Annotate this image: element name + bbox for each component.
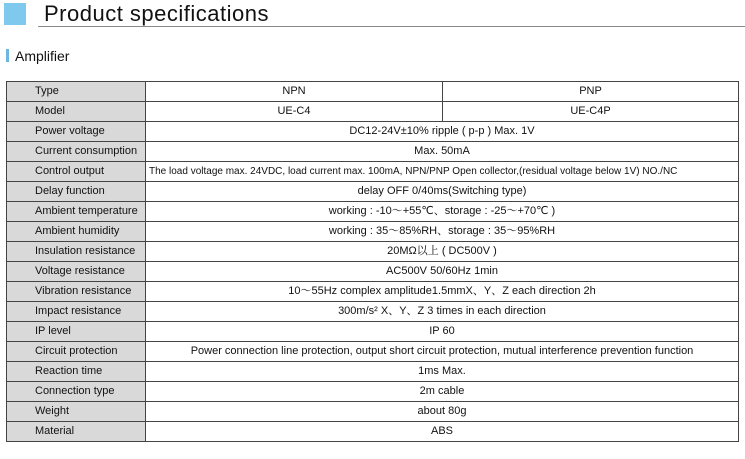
spec-name-cell: Reaction time	[7, 362, 146, 382]
table-row	[7, 422, 739, 442]
section-bar-icon	[6, 49, 9, 62]
spec-name-cell: Connection type	[7, 382, 146, 402]
table-row	[7, 362, 739, 382]
table-row	[7, 282, 739, 302]
spec-pnp-cell: PNP	[443, 82, 739, 102]
spec-value-cell: delay OFF 0/40ms(Switching type)	[146, 182, 739, 202]
spec-npn-cell: NPN	[146, 82, 443, 102]
table-row	[7, 182, 739, 202]
spec-value-cell: working : -10～+55℃、storage : -25～+70℃ )	[146, 202, 739, 222]
spec-name-cell: Model	[7, 102, 146, 122]
spec-value-cell: working : 35～85%RH、storage : 35～95%RH	[146, 222, 739, 242]
table-row	[7, 242, 739, 262]
page-title: Product specifications	[44, 1, 269, 26]
spec-value-cell: 20MΩ以上 ( DC500V )	[146, 242, 739, 262]
spec-value-cell: 2m cable	[146, 382, 739, 402]
spec-name-cell: Power voltage	[7, 122, 146, 142]
spec-value-cell: IP 60	[146, 322, 739, 342]
spec-value-cell: 10～55Hz complex amplitude1.5mmX、Y、Z each direction 2h	[146, 282, 739, 302]
spec-table-body	[7, 82, 739, 442]
table-row	[7, 302, 739, 322]
spec-name-cell: Insulation resistance	[7, 242, 146, 262]
spec-name-cell: Circuit protection	[7, 342, 146, 362]
spec-name-cell: Impact resistance	[7, 302, 146, 322]
spec-name-cell: Vibration resistance	[7, 282, 146, 302]
spec-npn-cell: UE-C4	[146, 102, 443, 122]
table-row	[7, 142, 739, 162]
spec-name-cell: IP level	[7, 322, 146, 342]
section-title: Amplifier	[15, 48, 70, 64]
spec-value-cell: DC12-24V±10% ripple ( p-p ) Max. 1V	[146, 122, 739, 142]
spec-value-cell: 300m/s² X、Y、Z 3 times in each direction	[146, 302, 739, 322]
spec-value-cell: The load voltage max. 24VDC, load current max. 100mA, NPN/PNP Open collector,(residual voltage below 1V) NO./NC	[146, 162, 739, 182]
spec-name-cell: Voltage resistance	[7, 262, 146, 282]
spec-value-cell: about 80g	[146, 402, 739, 422]
spec-name-cell: Type	[7, 82, 146, 102]
table-row	[7, 322, 739, 342]
table-row	[7, 122, 739, 142]
spec-table	[6, 81, 739, 442]
spec-name-cell: Ambient temperature	[7, 202, 146, 222]
table-row	[7, 222, 739, 242]
spec-value-cell: AC500V 50/60Hz 1min	[146, 262, 739, 282]
spec-name-cell: Current consumption	[7, 142, 146, 162]
spec-pnp-cell: UE-C4P	[443, 102, 739, 122]
table-row	[7, 162, 739, 182]
spec-name-cell: Control output	[7, 162, 146, 182]
table-row	[7, 402, 739, 422]
table-row	[7, 102, 739, 122]
spec-value-cell: Power connection line protection, output short circuit protection, mutual interference prevention function	[146, 342, 739, 362]
table-row	[7, 202, 739, 222]
spec-name-cell: Ambient humidity	[7, 222, 146, 242]
spec-name-cell: Weight	[7, 402, 146, 422]
table-row	[7, 342, 739, 362]
spec-name-cell: Delay function	[7, 182, 146, 202]
page-header	[0, 0, 745, 30]
header-divider	[38, 26, 745, 27]
table-row	[7, 82, 739, 102]
spec-name-cell: Material	[7, 422, 146, 442]
spec-value-cell: Max. 50mA	[146, 142, 739, 162]
table-row	[7, 262, 739, 282]
spec-value-cell: ABS	[146, 422, 739, 442]
spec-value-cell: 1ms Max.	[146, 362, 739, 382]
table-row	[7, 382, 739, 402]
header-square-icon	[4, 3, 26, 25]
